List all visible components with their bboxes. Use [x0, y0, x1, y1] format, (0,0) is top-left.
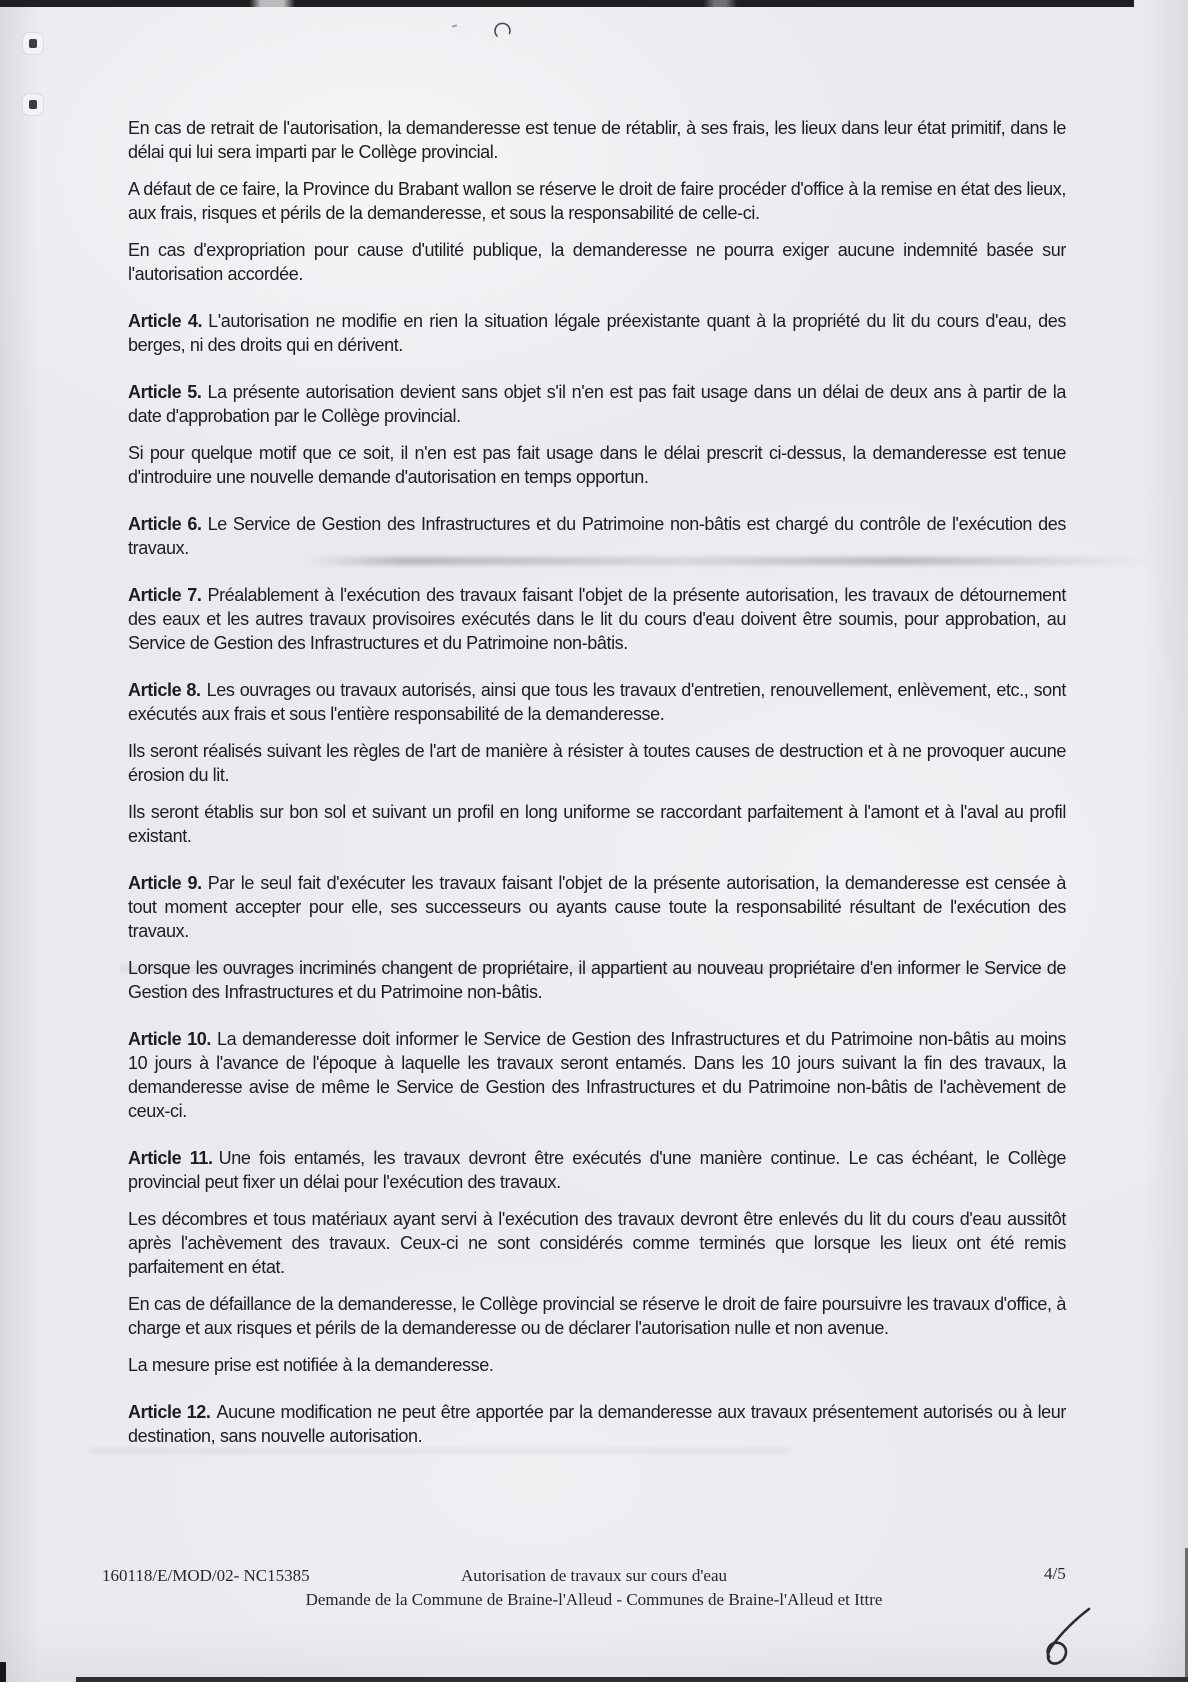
paragraph-text: L'autorisation ne modifie en rien la situation légale préexistante quant à la propriété du lit du cours d'eau, des berges, ni des droits qui en dérivent.	[128, 311, 1066, 355]
article-label: Article 12.	[128, 1402, 211, 1422]
article-11-paragraph	[128, 1146, 1066, 1194]
article-10-paragraph	[128, 1027, 1066, 1123]
paragraph-decombres	[128, 1207, 1066, 1279]
paragraph-bon-sol	[128, 800, 1066, 848]
article-label: Article 8.	[128, 680, 201, 700]
paragraph-text: Les décombres et tous matériaux ayant servi à l'exécution des travaux devront être enlevés du lit du cours d'eau aussitôt après l'achèvement des travaux. Ceux-ci ne sont considérés comme terminés que lorsque les lieux ont été remis parfaitement en état.	[128, 1209, 1066, 1277]
paragraph-regles-art	[128, 739, 1066, 787]
paragraph-text: La demanderesse doit informer le Service de Gestion des Infrastructures et du Patrimoine non-bâtis au moins 10 jours à l'avance de l'époque à laquelle les travaux seront entamés. Dans les 10 jours suivant la fin des travaux, la demanderesse avise de même le Service de Gestion des Infrastructures et du Patrimoine non-bâtis de l'achèvement de ceux-ci.	[128, 1029, 1066, 1121]
paragraph-text: En cas de défaillance de la demanderesse, le Collège provincial se réserve le droit de faire poursuivre les travaux d'office, à charge et aux risques et périls de la demanderesse ou de déclarer l'autorisation nulle et non avenue.	[128, 1294, 1066, 1338]
article-label: Article 10.	[128, 1029, 211, 1049]
paragraph-text: Si pour quelque motif que ce soit, il n'en est pas fait usage dans le délai prescrit ci-dessus, la demanderesse est tenue d'introduire une nouvelle demande d'autorisation en temps opportun.	[128, 443, 1066, 487]
handwritten-initial	[1032, 1606, 1094, 1666]
article-12-paragraph	[128, 1400, 1066, 1448]
article-9-paragraph	[128, 871, 1066, 943]
paragraph-text: Aucune modification ne peut être apportée par la demanderesse aux travaux présentement autorisés ou à leur destination, sans nouvelle autorisation.	[128, 1402, 1067, 1446]
paragraph-text: Le Service de Gestion des Infrastructures et du Patrimoine non-bâtis est chargé du contrôle de l'exécution des travaux.	[128, 514, 1066, 558]
article-6-paragraph	[128, 512, 1066, 560]
paragraph-text: Ils seront réalisés suivant les règles de l'art de manière à résister à toutes causes de destruction et à ne provoquer aucune érosion du lit.	[128, 741, 1066, 785]
article-8-paragraph	[128, 678, 1066, 726]
staple-hole-bottom	[29, 100, 37, 109]
paragraph-text: Ils seront établis sur bon sol et suivant un profil en long uniforme se raccordant parfaitement à l'amont et à l'aval au profil existant.	[128, 802, 1066, 846]
paragraph-text: Les ouvrages ou travaux autorisés, ainsi que tous les travaux d'entretien, renouvellement, enlèvement, etc., sont exécutés aux frais et sous l'entière responsabilité de la demanderesse.	[128, 680, 1066, 724]
page-footer	[0, 1566, 1188, 1626]
footer-title-line1: Autorisation de travaux sur cours d'eau	[460, 1566, 727, 1585]
paragraph-text: Préalablement à l'exécution des travaux faisant l'objet de la présente autorisation, les travaux de détournement des eaux et les autres travaux provisoires exécutés dans le lit du cours d'eau doivent être soumis, pour approbation, au Service de Gestion des Infrastructures et du Patrimoine non-bâtis.	[128, 585, 1066, 653]
scan-corner-mark	[0, 1662, 6, 1682]
paragraph-expropriation	[128, 238, 1066, 286]
paragraph-text: En cas d'expropriation pour cause d'utilité publique, la demanderesse ne pourra exiger aucune indemnité basée sur l'autorisation accordée.	[128, 240, 1066, 284]
paragraph-text: Une fois entamés, les travaux devront être exécutés d'une manière continue. Le cas échéant, le Collège provincial peut fixer un délai pour l'exécution des travaux.	[128, 1148, 1067, 1192]
staple-hole-top	[29, 39, 37, 48]
article-4-paragraph	[128, 309, 1066, 357]
document-body	[128, 116, 1066, 1448]
pen-mark-arc	[492, 18, 516, 40]
paragraph-mesure-notifiee	[128, 1353, 1066, 1377]
article-5-paragraph	[128, 380, 1066, 428]
paragraph-defaillance	[128, 1292, 1066, 1340]
paragraph-retrait	[128, 116, 1066, 164]
paragraph-text: La mesure prise est notifiée à la demanderesse.	[128, 1355, 494, 1375]
scan-edge-top-band	[0, 0, 1134, 7]
paragraph-text: La présente autorisation devient sans objet s'il n'en est pas fait usage dans un délai de deux ans à partir de la date d'approbation par le Collège provincial.	[128, 382, 1066, 426]
paragraph-text: En cas de retrait de l'autorisation, la demanderesse est tenue de rétablir, à ses frais, les lieux dans leur état primitif, dans le délai qui lui sera imparti par le Collège provincial.	[128, 118, 1066, 162]
article-label: Article 11.	[128, 1148, 213, 1168]
footer-title-line2: Demande de la Commune de Braine-l'Alleud - Communes de Braine-l'Alleud et Ittre	[305, 1590, 883, 1609]
footer-page-number: 4/5	[1044, 1564, 1066, 1583]
paper-crease	[90, 1448, 790, 1454]
paragraph-text: Par le seul fait d'exécuter les travaux faisant l'objet de la présente autorisation, la demanderesse est censée à tout moment accepter pour elle, ses successeurs ou ayants cause toute la responsabilité résultant de l'exécution des travaux.	[128, 873, 1066, 941]
article-label: Article 5.	[128, 382, 202, 402]
paragraph-changement-proprietaire	[128, 956, 1066, 1004]
paragraph-text: Lorsque les ouvrages incriminés changent de propriétaire, il appartient au nouveau propriétaire d'en informer le Service de Gestion des Infrastructures et du Patrimoine non-bâtis.	[128, 958, 1066, 1002]
paragraph-text: A défaut de ce faire, la Province du Brabant wallon se réserve le droit de faire procéder d'office à la remise en état des lieux, aux frais, risques et périls de la demanderesse, et sous la responsabilité de celle-ci.	[128, 179, 1066, 223]
article-label: Article 9.	[128, 873, 202, 893]
paragraph-si-pour	[128, 441, 1066, 489]
paragraph-defaut	[128, 177, 1066, 225]
pen-speck	[452, 24, 457, 27]
article-label: Article 6.	[128, 514, 202, 534]
article-label: Article 4.	[128, 311, 203, 331]
article-label: Article 7.	[128, 585, 202, 605]
footer-reference: 160118/E/MOD/02- NC15385	[102, 1566, 310, 1585]
article-7-paragraph	[128, 583, 1066, 655]
scan-edge-bottom-band	[76, 1677, 1188, 1682]
